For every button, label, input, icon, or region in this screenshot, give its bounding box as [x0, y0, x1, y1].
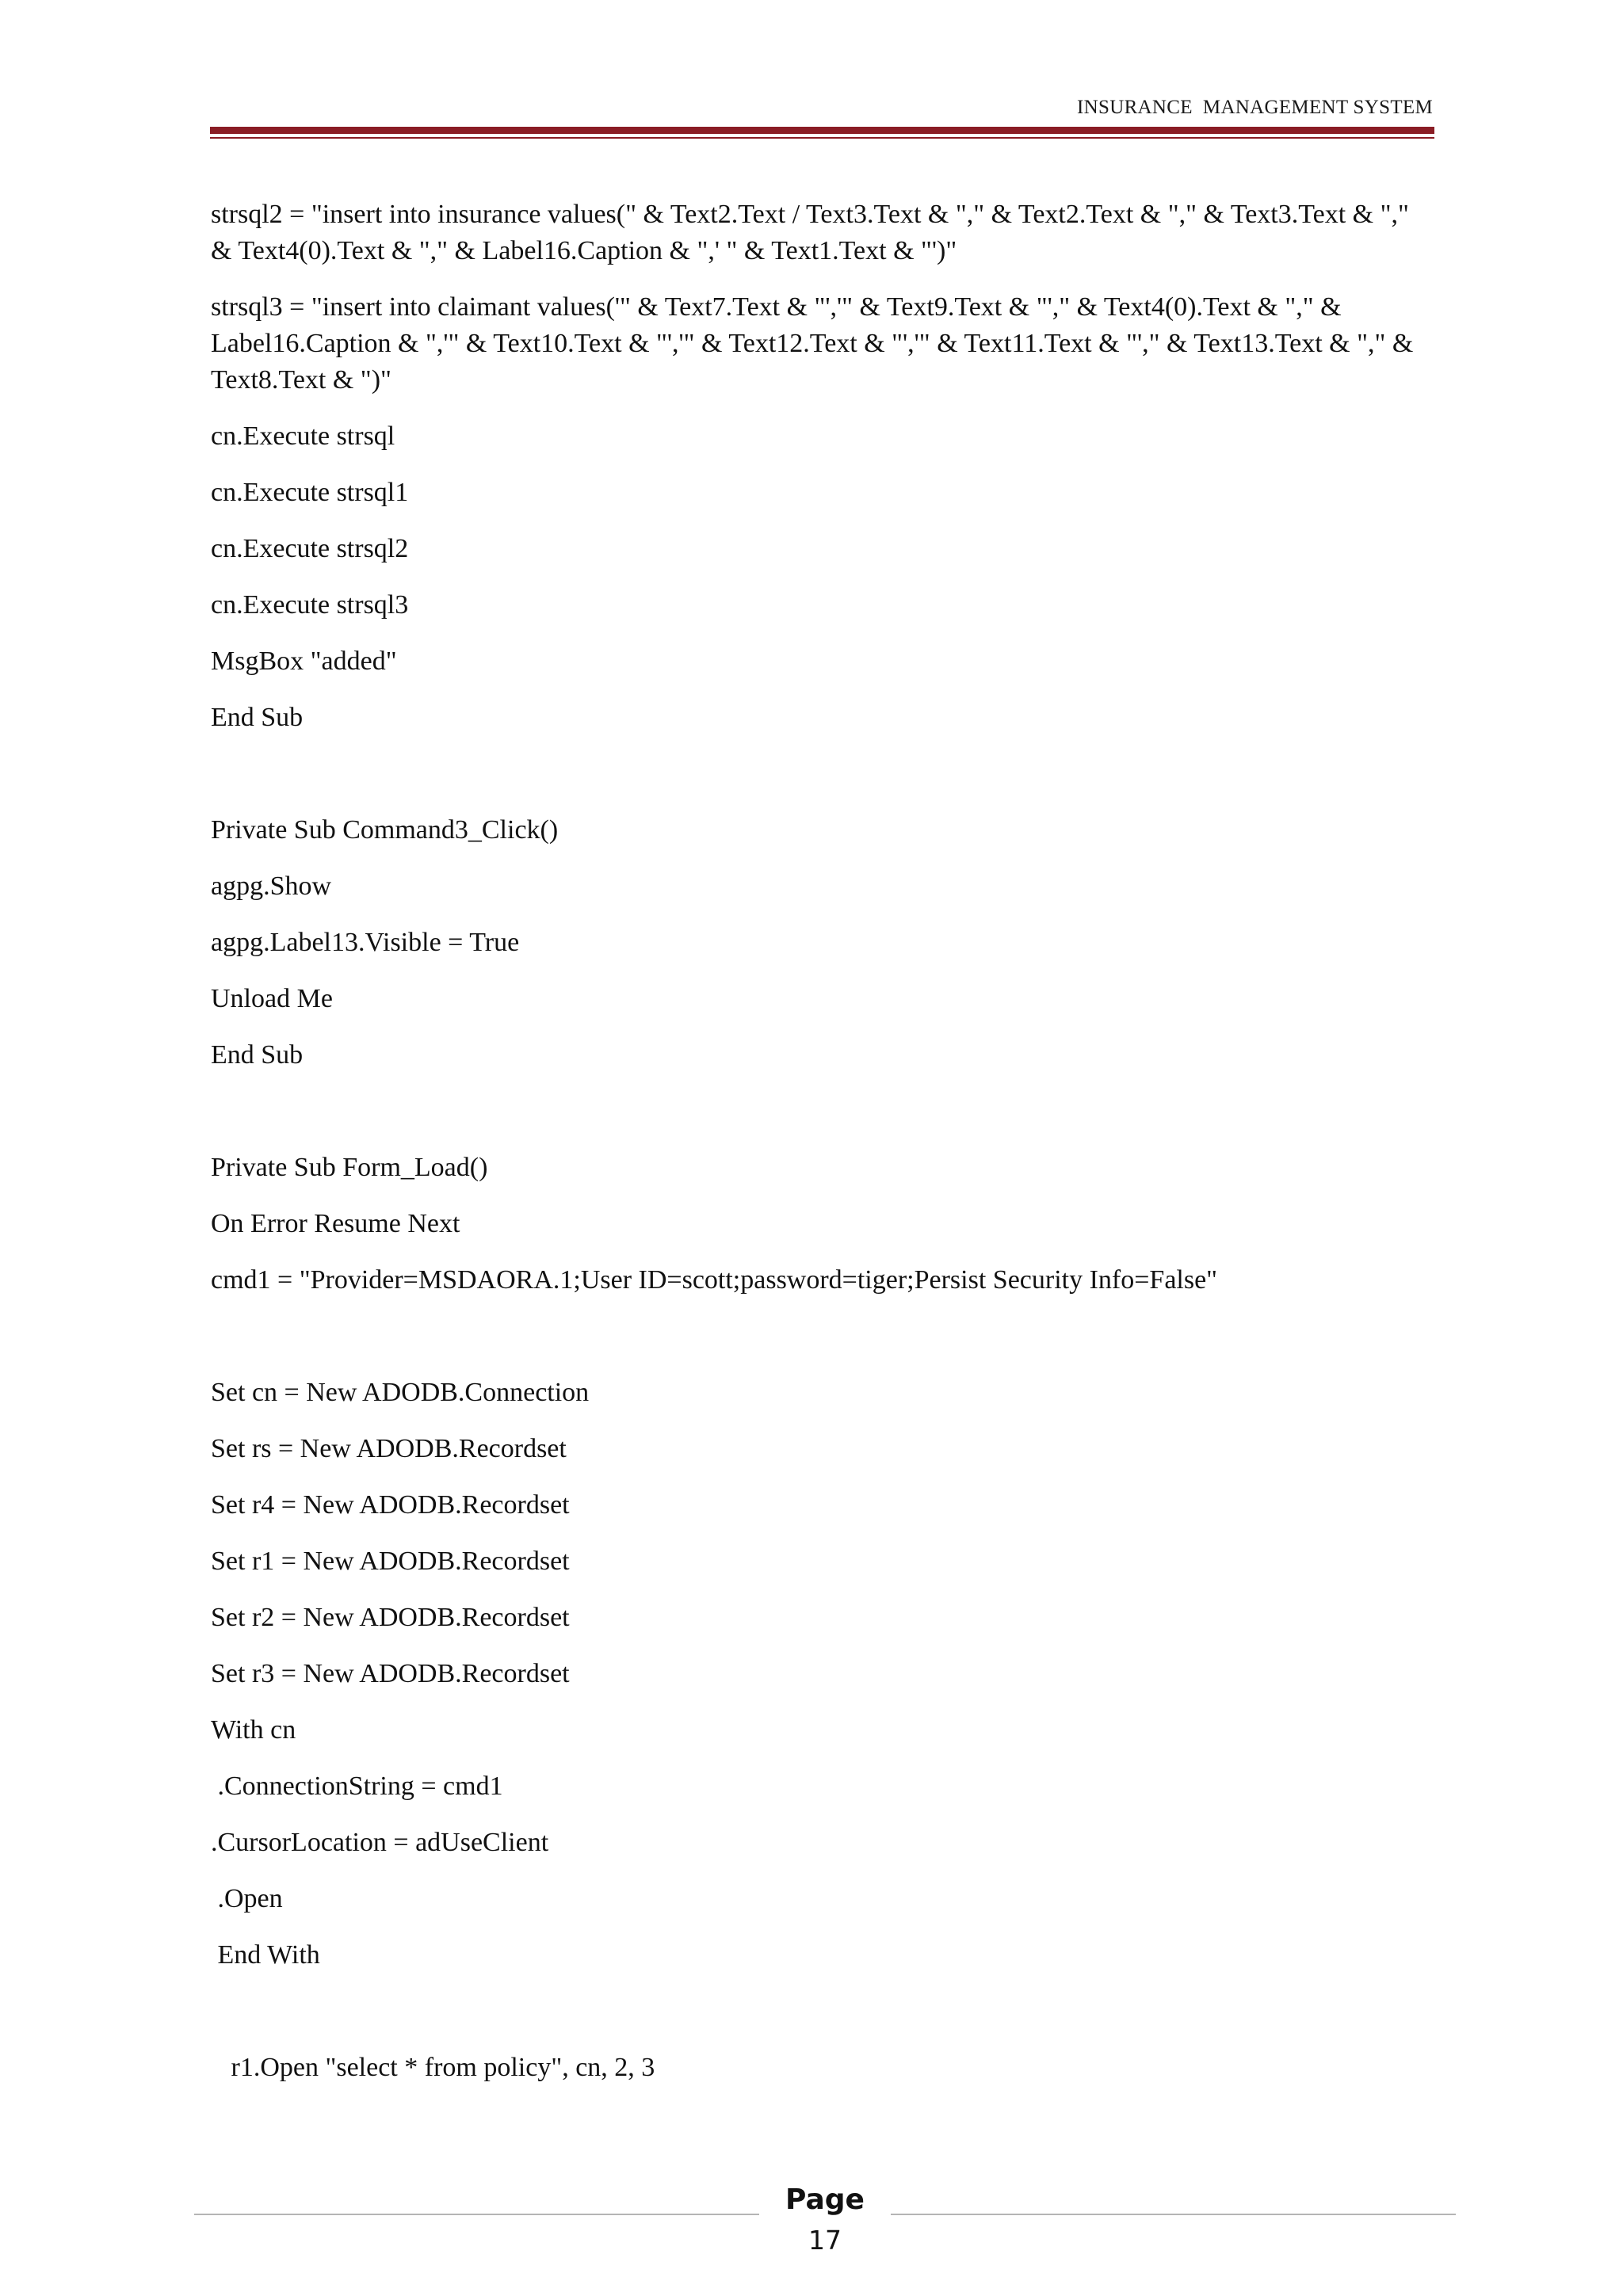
code-line: End With	[211, 1940, 320, 1970]
code-line: End Sub	[211, 1040, 304, 1070]
page-label: Page	[785, 2183, 865, 2216]
page-footer	[194, 2139, 1456, 2256]
code-line: .CursorLocation = adUseClient	[211, 1828, 549, 1857]
blank-line	[211, 756, 1435, 792]
code-line: Set r1 = New ADODB.Recordset	[211, 1547, 570, 1576]
code-line: On Error Resume Next	[211, 1209, 460, 1238]
code-line: MsgBox "added"	[211, 646, 397, 676]
code-line: Unload Me	[211, 984, 333, 1013]
code-line: Set cn = New ADODB.Connection	[211, 1378, 590, 1407]
header-rule-thick	[210, 127, 1434, 134]
code-line: End Sub	[211, 703, 304, 732]
code-line: cn.Execute strsql2	[211, 534, 409, 563]
code-line: Private Sub Form_Load()	[211, 1153, 488, 1182]
code-line: strsql2 = "insert into insurance values(" & Text2.Text / Text3.Text & "," & Text2.Text & "," & Text3.Text & "," & Text4(0).Text & "," & Label16.Caption & ",' " & Text1.Text & "')"	[211, 200, 1409, 265]
header-title: INSURANCE MANAGEMENT SYSTEM	[1077, 97, 1433, 118]
code-line: Private Sub Command3_Click()	[211, 815, 559, 845]
code-line: Set r2 = New ADODB.Recordset	[211, 1603, 570, 1632]
page-number: 17	[808, 2225, 842, 2256]
code-line: agpg.Show	[211, 871, 332, 901]
code-line: Set rs = New ADODB.Recordset	[211, 1434, 567, 1463]
code-line: .Open	[211, 1884, 283, 1913]
code-line: With cn	[211, 1715, 296, 1745]
code-listing	[211, 196, 1435, 2106]
code-line: Set r4 = New ADODB.Recordset	[211, 1490, 570, 1520]
blank-line	[211, 1993, 1435, 2030]
code-line: cn.Execute strsql1	[211, 478, 409, 507]
header-rule-thin	[210, 137, 1434, 139]
code-line: agpg.Label13.Visible = True	[211, 928, 520, 957]
code-line: r1.Open "select * from policy", cn, 2, 3	[211, 2053, 655, 2082]
blank-line	[211, 1093, 1435, 1130]
code-line: cn.Execute strsql	[211, 421, 395, 451]
code-line: .ConnectionString = cmd1	[211, 1772, 503, 1801]
code-line: cn.Execute strsql3	[211, 590, 409, 620]
code-line: strsql3 = "insert into claimant values('" & Text7.Text & "','" & Text9.Text & "'," & Text4(0).Text & "," & Label16.Caption & ",'" & Text10.Text & "','" & Text12.Text & "','" & Text11.Text & "'," & Text13.Text & "," & Text8.Text & ")"	[211, 292, 1414, 395]
blank-line	[211, 1318, 1435, 1355]
code-line: cmd1 = "Provider=MSDAORA.1;User ID=scott;password=tiger;Persist Security Info=False"	[211, 1265, 1218, 1295]
code-line: Set r3 = New ADODB.Recordset	[211, 1659, 570, 1688]
